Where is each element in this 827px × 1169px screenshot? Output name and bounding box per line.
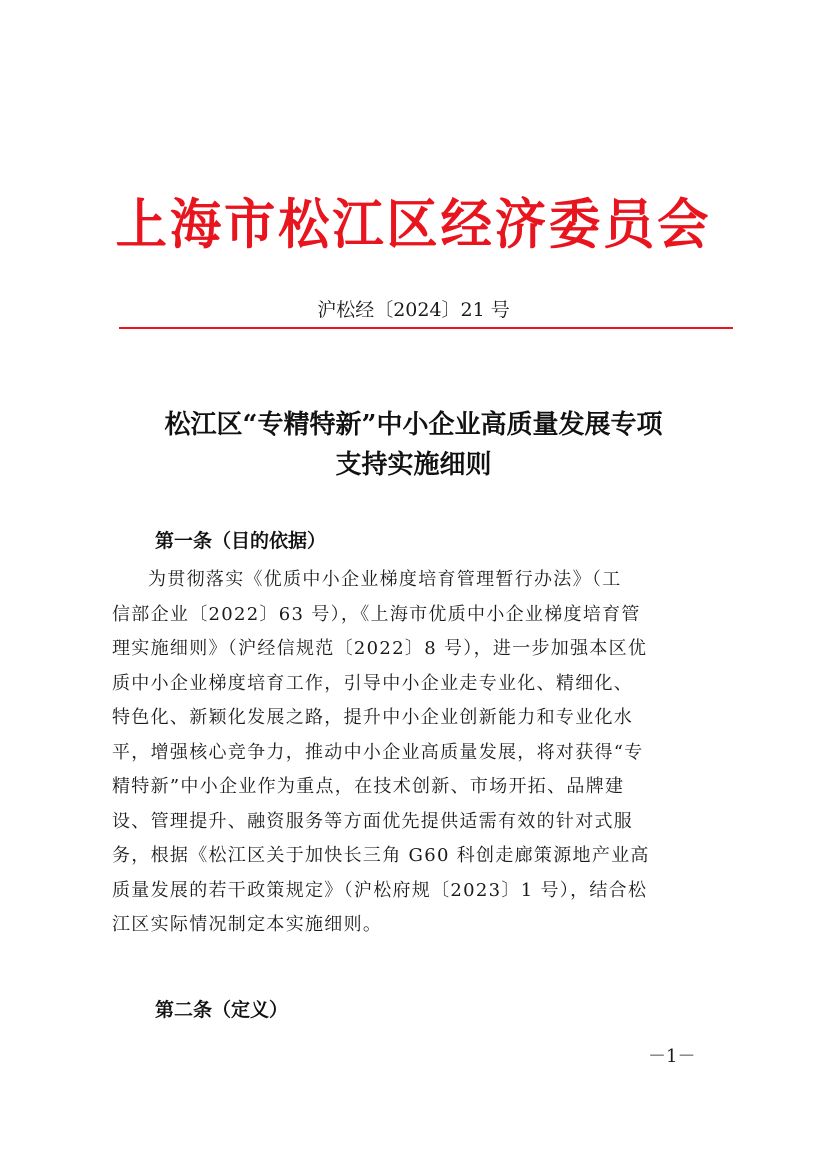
body-line: 质量发展的若干政策规定》（沪松府规〔2023〕1 号），结合松 bbox=[112, 879, 648, 901]
article-2-heading: 第二条（定义） bbox=[155, 999, 289, 1021]
article-1-body bbox=[112, 563, 724, 943]
document-title bbox=[100, 405, 727, 485]
body-line: 平，增强核心竞争力，推动中小企业高质量发展，将对获得“专 bbox=[112, 741, 644, 763]
article-1-heading: 第一条（目的依据） bbox=[155, 530, 327, 552]
body-line: 务，根据《松江区关于加快长三角 G60 科创走廊策源地产业高 bbox=[112, 845, 650, 866]
body-line: 为贯彻落实《优质中小企业梯度培育管理暂行办法》（工 bbox=[148, 569, 622, 590]
document-number: 沪松经〔2024〕21 号 bbox=[317, 299, 510, 321]
body-line: 江区实际情况制定本实施细则。 bbox=[112, 914, 383, 935]
issuer-red-header: 上海市松江区经济委员会 bbox=[115, 192, 712, 256]
body-line: 特色化、新颖化发展之路，提升中小企业创新能力和专业化水 bbox=[112, 707, 634, 728]
page-number: －1－ bbox=[648, 1046, 696, 1067]
title-line-2: 支持实施细则 bbox=[335, 450, 492, 480]
red-divider-line bbox=[119, 327, 733, 329]
body-line: 质中小企业梯度培育工作，引导中小企业走专业化、精细化、 bbox=[112, 672, 634, 694]
body-line: 理实施细则》（沪经信规范〔2022〕8 号），进一步加强本区优 bbox=[112, 638, 648, 659]
body-line: 精特新”中小企业作为重点，在技术创新、市场开拓、品牌建 bbox=[112, 776, 625, 797]
title-line-1: 松江区“专精特新”中小企业高质量发展专项 bbox=[164, 410, 663, 440]
body-line: 设、管理提升、融资服务等方面优先提供适需有效的针对式服 bbox=[112, 810, 634, 832]
body-line: 信部企业〔2022〕63 号），《上海市优质中小企业梯度培育管 bbox=[112, 603, 641, 625]
